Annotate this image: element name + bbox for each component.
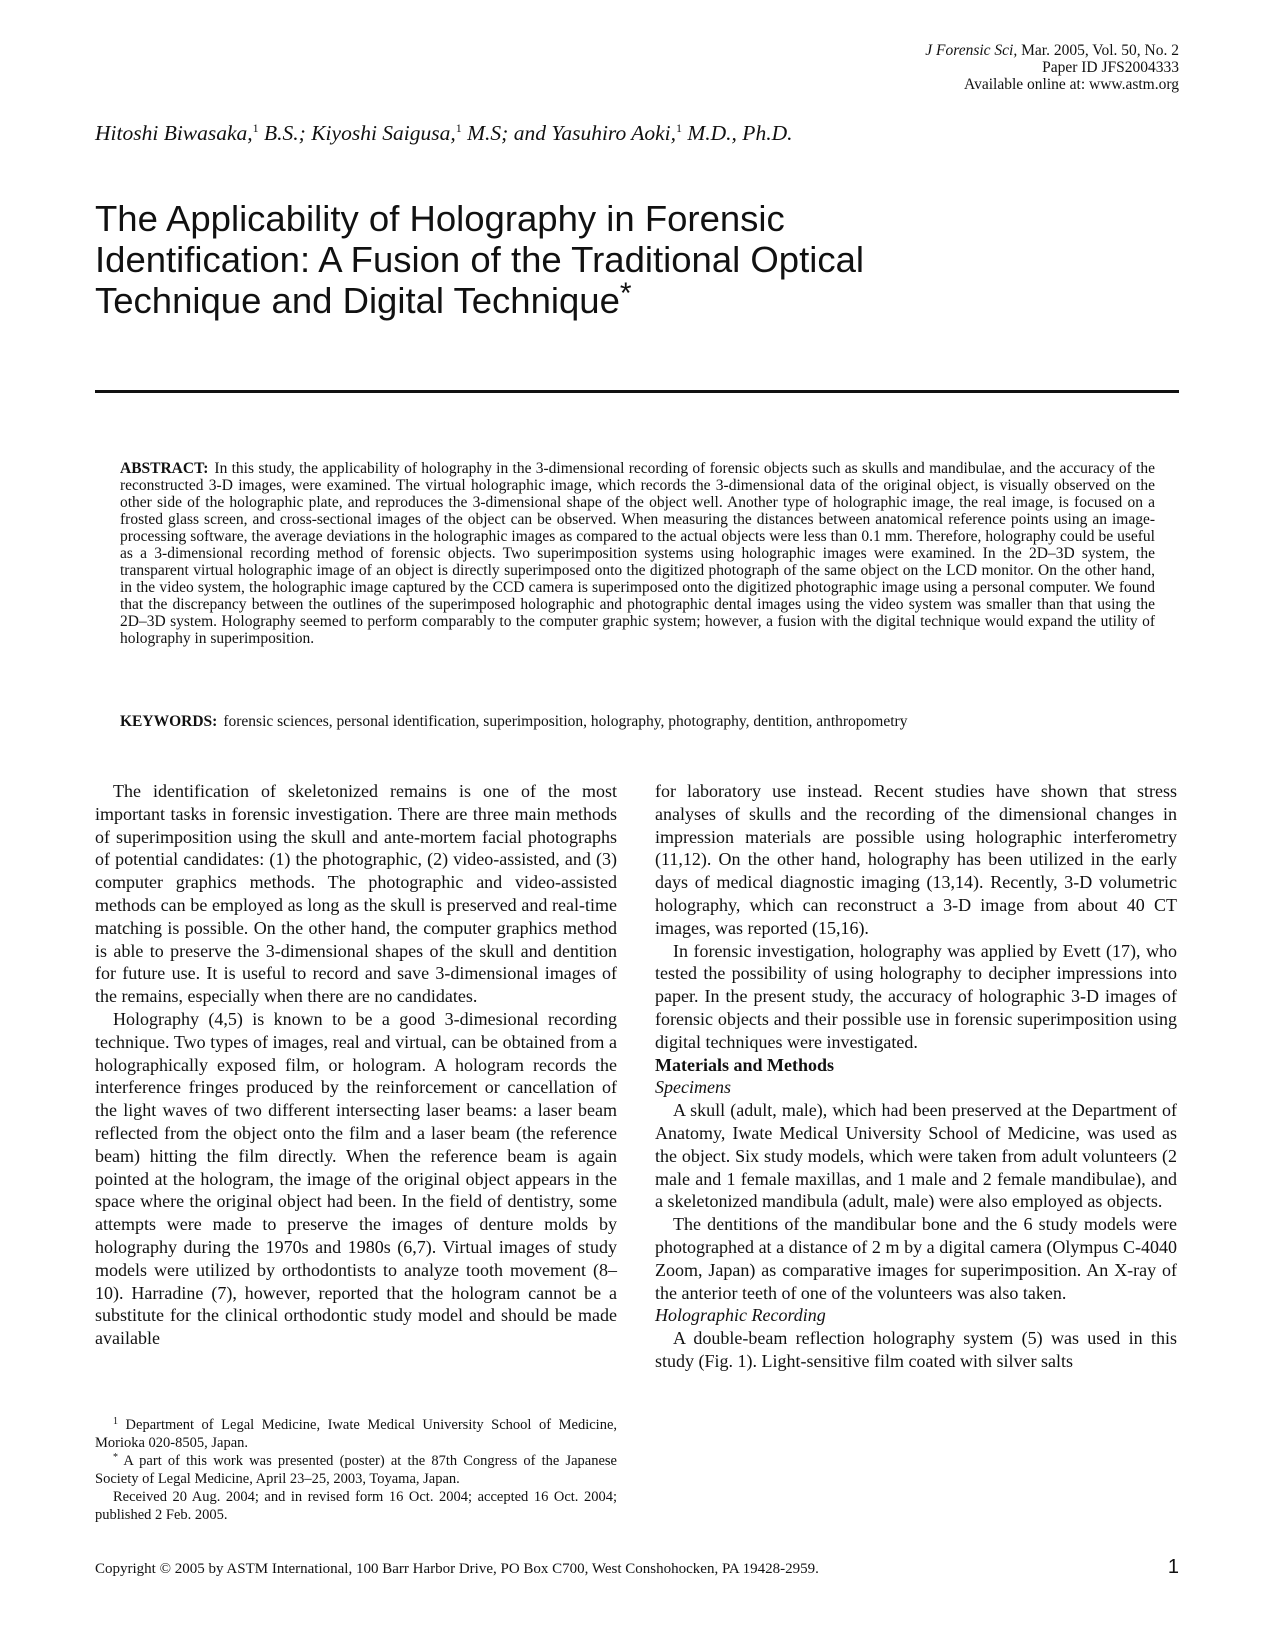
body-paragraph: A skull (adult, male), which had been preserved at the Department of Anatomy, Iwate Medical University School of Medicine, was used as the object. Six study models, which were taken from adult volunteers (2 male and 1 female maxillas, and 1 male and 2 female mandibulae), and a skeletonized mandibula (adult, male) were also employed as objects.	[655, 1100, 1177, 1212]
body-paragraph: A double-beam reflection holography system (5) was used in this study (Fig. 1). Light-sensitive film coated with silver salts	[655, 1328, 1177, 1371]
title-divider	[95, 390, 1179, 393]
body-paragraph: Holography (4,5) is known to be a good 3-dimesional recording technique. Two types of images, real and virtual, can be obtained from a holographically exposed film, or hologram. A hologram records the interference fringes produced by the reinforcement or cancellation of the light waves of two different intersecting laser beams: a laser beam reflected from the object onto the film and a laser beam (the reference beam) hitting the film directly. When the reference beam is again pointed at the hologram, the image of the original object appears in the space where the original object had been. In the field of dentistry, some attempts were made to preserve the images of denture molds by holography during the 1970s and 1980s (6,7). Virtual images of study models were utilized by orthodontists to analyze tooth movement (8–10). Harradine (7), however, reported that the hologram cannot be a substitute for the clinical orthodontic study model and should be made available	[95, 1008, 617, 1349]
page-number: 1	[1167, 1556, 1179, 1578]
author-2: Kiyoshi Saigusa,	[311, 121, 456, 145]
title-footnote-mark: *	[619, 277, 632, 310]
affiliation-mark: 1	[676, 121, 682, 135]
author-2-degree: M.S; and	[461, 121, 552, 145]
footnote-text: Received 20 Aug. 2004; and in revised form 16 Oct. 2004; accepted 16 Oct. 2004; published 2 Feb. 2005.	[95, 1489, 617, 1523]
footnote	[95, 1488, 617, 1524]
footnote-text: A part of this work was presented (poster) at the 87th Congress of the Japanese Society of Legal Medicine, April 23–25, 2003, Toyama, Japan.	[95, 1453, 617, 1487]
paper-title	[95, 198, 995, 321]
footnote-mark: *	[113, 1452, 118, 1463]
body-paragraph: The dentitions of the mandibular bone and the 6 study models were photographed at a distance of 2 m by a digital camera (Olympus C-4040 Zoom, Japan) as comparative images for superimposition. An X-ray of the anterior teeth of one of the volunteers was also taken.	[655, 1214, 1177, 1303]
keywords	[120, 713, 1155, 730]
body-column-right	[655, 780, 1177, 1373]
affiliation-mark: 1	[455, 121, 462, 135]
footnotes	[95, 1416, 617, 1524]
footnote	[95, 1416, 617, 1452]
abstract-label: ABSTRACT:	[120, 460, 209, 477]
footnote-text: Department of Legal Medicine, Iwate Medical University School of Medicine, Morioka 020-8505, Japan.	[95, 1417, 617, 1451]
affiliation-mark: 1	[252, 121, 259, 135]
body-paragraph: for laboratory use instead. Recent studies have shown that stress analyses of skulls and the recording of the dimensional changes in impression materials are possible using holographic interferometry (11,12). On the other hand, holography has been utilized in the early days of medical diagnostic imaging (13,14). Recently, 3-D volumetric holography, which can reconstruct a 3-D image from about 40 CT images, was reported (15,16).	[655, 781, 1177, 938]
keywords-label: KEYWORDS:	[120, 713, 218, 730]
keywords-text: forensic sciences, personal identification, superimposition, holography, photography, dentition, anthropometry	[223, 713, 908, 730]
abstract-text: In this study, the applicability of holography in the 3-dimensional recording of forensic objects such as skulls and mandibulae, and the accuracy of the reconstructed 3-D images, were examined. The virtual holographic image, which records the 3-dimensional data of the original object, is visually observed on the other side of the holographic plate, and reproduces the 3-dimensional shape of the object well. Another type of holographic image, the real image, is focused on a frosted glass screen, and cross-sectional images of the object can be observed. When measuring the distances between anatomical reference points using an image-processing software, the average deviations in the holographic images as compared to the actual objects were less than 0.1 mm. Therefore, holography could be useful as a 3-dimensional recording method of forensic objects. Two superimposition systems using holographic images were examined. In the 2D–3D system, the transparent virtual holographic image of an object is directly superimposed onto the digitized photograph of the same object on the LCD monitor. On the other hand, in the video system, the holographic image captured by the CCD camera is superimposed onto the digitized photographic image using a personal computer. We found that the discrepancy between the outlines of the superimposed holographic and photographic dental images using the video system was smaller than that using the 2D–3D system. Holography seemed to perform comparably to the computer graphic system; however, a fusion with the digital technique would expand the utility of holography in superimposition.	[120, 460, 1155, 647]
body-column-left	[95, 780, 617, 1350]
author-3-degree: M.D., Ph.D.	[682, 121, 793, 145]
subsection-heading: Holographic Recording	[655, 1305, 826, 1326]
journal-name: J Forensic Sci,	[925, 42, 1018, 59]
paper-title-text: The Applicability of Holography in Forensic Identification: A Fusion of the Traditional Optical Technique and Digital Technique	[95, 198, 864, 321]
subsection-heading: Specimens	[655, 1077, 731, 1098]
author-1-degree: B.S.;	[258, 121, 312, 145]
footnote-mark: 1	[113, 1416, 118, 1427]
online-availability: Available online at: www.astm.org	[964, 76, 1179, 93]
body-paragraph: In forensic investigation, holography was applied by Evett (17), who tested the possibility of using holography to decipher impressions into paper. In the present study, the accuracy of holographic 3-D images of forensic objects and their possible use in forensic superimposition using digital techniques were investigated.	[655, 940, 1177, 1052]
author-list	[95, 121, 792, 146]
body-paragraph: The identification of skeletonized remains is one of the most important tasks in forensic investigation. There are three main methods of superimposition using the skull and ante-mortem facial photographs of potential candidates: (1) the photographic, (2) video-assisted, and (3) computer graphics methods. The photographic and video-assisted methods can be employed as long as the skull is preserved and real-time matching is possible. On the other hand, the computer graphics method is able to preserve the 3-dimensional shapes of the skull and dentition for future use. It is useful to record and save 3-dimensional images of the remains, especially when there are no candidates.	[95, 781, 617, 1007]
journal-header	[925, 42, 1179, 93]
author-1: Hitoshi Biwasaka,	[95, 121, 253, 145]
footnote	[95, 1452, 617, 1488]
section-heading: Materials and Methods	[655, 1054, 834, 1075]
abstract	[120, 460, 1155, 647]
journal-issue: Mar. 2005, Vol. 50, No. 2	[1021, 42, 1179, 59]
copyright-line: Copyright © 2005 by ASTM International, 100 Barr Harbor Drive, PO Box C700, West Conshohocken, PA 19428-2959.	[95, 1561, 819, 1577]
paper-id: Paper ID JFS2004333	[1042, 59, 1179, 76]
author-3: Yasuhiro Aoki,	[551, 121, 676, 145]
